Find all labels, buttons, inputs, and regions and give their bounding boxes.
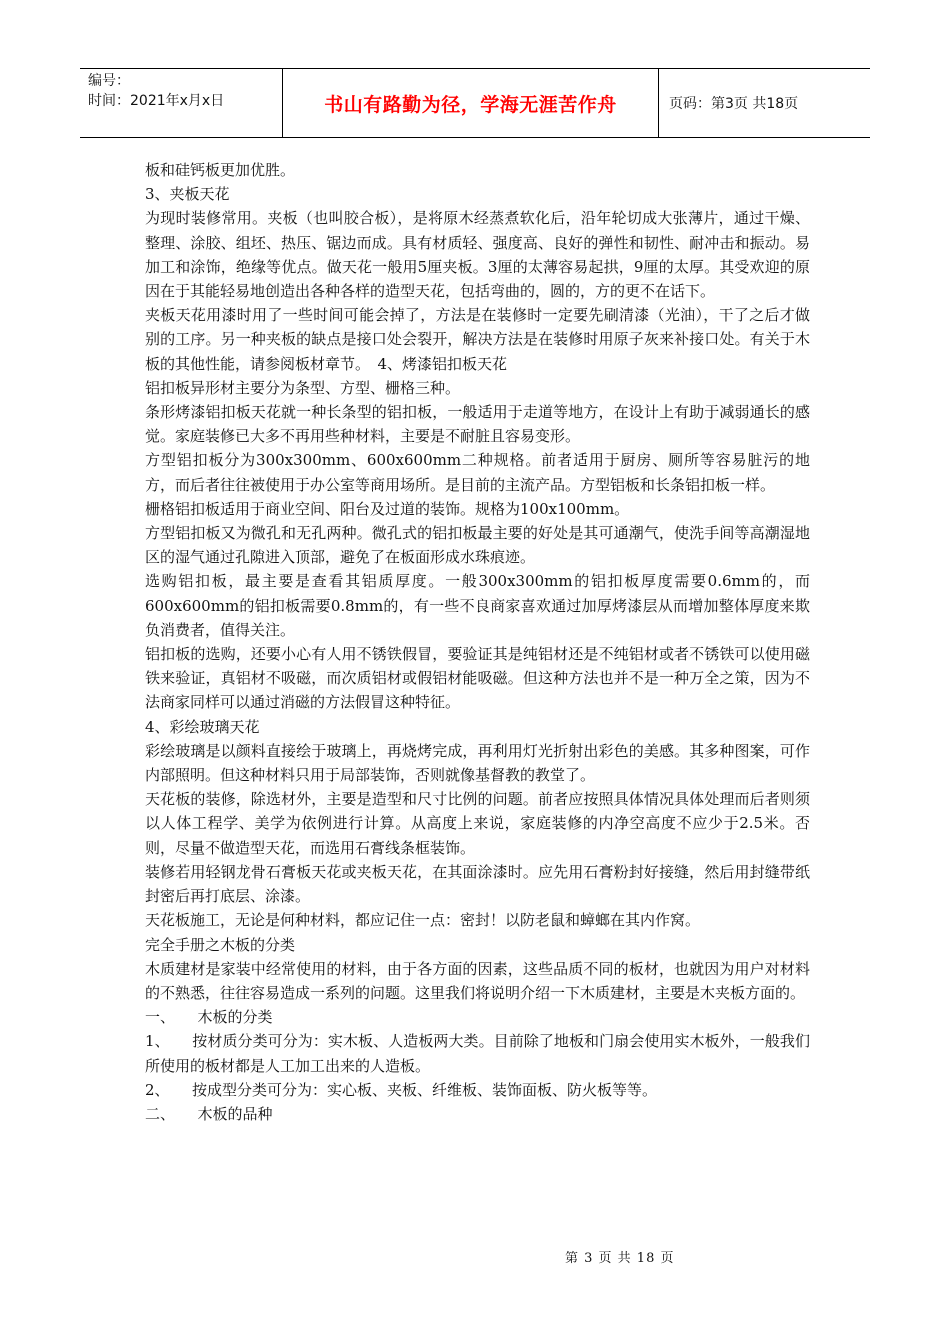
page-footer: 第 3 页 共 18 页 — [565, 1251, 675, 1266]
paragraph: 装修若用轻钢龙骨石膏板天花或夹板天花，在其面涂漆时。应先用石膏粉封好接缝，然后用封缝带纸封密后再打底层、涂漆。 — [145, 862, 810, 906]
paragraph: 栅格铝扣板适用于商业空间、阳台及过道的装饰。规格为100x100mm。 — [145, 499, 630, 518]
paragraph: 板和硅钙板更加优胜。 — [145, 161, 296, 179]
paragraph: 2、 按成型分类可分为：实心板、夹板、纤维板、装饰面板、防火板等等。 — [145, 1080, 658, 1099]
page-header — [80, 68, 870, 138]
paragraph: 铝扣板的选购，还要小心有人用不锈铁假冒，要验证其是纯铝材还是不纯铝材或者不锈铁可以使用磁铁来验证，真铝材不吸磁，而次质铝材或假铝材能吸磁。但这种方法也并不是一种万全之策，因为不法商家同样可以通过消磁的方法假冒这种特征。 — [145, 645, 810, 712]
header-page-info: 页码：第3页 共18页 — [669, 96, 799, 112]
section-heading: 3、夹板天花 — [145, 185, 230, 204]
document-number-label: 编号： — [88, 73, 130, 89]
header-motto: 书山有路勤为径，学海无涯苦作舟 — [283, 69, 659, 137]
paragraph: 条形烤漆铝扣板天花就一种长条型的铝扣板，一般适用于走道等地方，在设计上有助于减弱通长的感觉。家庭装修已大多不再用些种材料，主要是不耐脏且容易变形。 — [145, 403, 810, 446]
paragraph: 方型铝扣板分为300x300mm、600x600mm二种规格。前者适用于厨房、厕所等容易脏污的地方，而后者往往被使用于办公室等商用场所。是目前的主流产品。方型铝板和长条铝扣板一样。 — [145, 451, 810, 494]
paragraph: 方型铝扣板又为微孔和无孔两种。微孔式的铝扣板最主要的好处是其可通潮气，使洗手间等高潮湿地区的湿气通过孔隙进入顶部，避免了在板面形成水珠痕迹。 — [145, 524, 810, 567]
section-heading: 二、 木板的品种 — [145, 1104, 273, 1123]
header-meta — [80, 69, 283, 137]
section-heading: 4、彩绘玻璃天花 — [145, 717, 260, 736]
document-time-label: 时间：2021年x月x日 — [88, 93, 225, 109]
paragraph: 天花板施工，无论是何种材料，都应记住一点：密封！以防老鼠和蟑螂在其内作窝。 — [145, 911, 701, 930]
paragraph: 选购铝扣板，最主要是查看其铝质厚度。一般300x300mm的铝扣板厚度需要0.6mm的，而600x600mm的铝扣板需要0.8mm的，有一些不良商家喜欢通过加厚烤漆层从而增加整体厚度来欺负消费者，值得关注。 — [145, 572, 810, 639]
paragraph: 彩绘玻璃是以颜料直接绘于玻璃上，再烧烤完成，再利用灯光折射出彩色的美感。其多种图案，可作内部照明。但这种材料只用于局部装饰，否则就像基督教的教堂了。 — [145, 741, 810, 785]
document-body — [145, 158, 810, 1126]
paragraph: 铝扣板异形材主要分为条型、方型、栅格三种。 — [145, 378, 461, 397]
section-heading: 完全手册之木板的分类 — [145, 935, 296, 954]
paragraph: 1、 按材质分类可分为：实木板、人造板两大类。目前除了地板和门扇会使用实木板外，一般我们所使用的板材都是人工加工出来的人造板。 — [145, 1032, 810, 1075]
section-heading: 一、 木板的分类 — [145, 1008, 273, 1027]
paragraph: 为现时装修常用。夹板（也叫胶合板），是将原木经蒸煮软化后，沿年轮切成大张薄片，通过干燥、整理、涂胶、组坯、热压、锯边而成。具有材质轻、强度高、良好的弹性和韧性、耐冲击和振动。易加工和涂饰，绝缘等优点。做天花一般用5厘夹板。3厘的太薄容易起拱，9厘的太厚。其受欢迎的原因在于其能轻易地创造出各种各样的造型天花，包括弯曲的，圆的，方的更不在话下。 — [145, 209, 810, 301]
paragraph: 木质建材是家装中经常使用的材料，由于各方面的因素，这些品质不同的板材，也就因为用户对材料的不熟悉，往往容易造成一系列的问题。这里我们将说明介绍一下木质建材，主要是木夹板方面的。 — [145, 959, 810, 1002]
paragraph: 天花板的装修，除选材外，主要是造型和尺寸比例的问题。前者应按照具体情况具体处理而后者则须以人体工程学、美学为依例进行计算。从高度上来说，家庭装修的内净空高度不应少于2.5米。否则，尽量不做造型天花，而选用石膏线条框装饰。 — [145, 790, 810, 857]
paragraph: 夹板天花用漆时用了一些时间可能会掉了，方法是在装修时一定要先刷清漆（光油），干了之后才做别的工序。另一种夹板的缺点是接口处会裂开，解决方法是在装修时用原子灰来补接口处。有关于木板的其他性能，请参阅板材章节。 4、烤漆铝扣板天花 — [145, 306, 810, 373]
